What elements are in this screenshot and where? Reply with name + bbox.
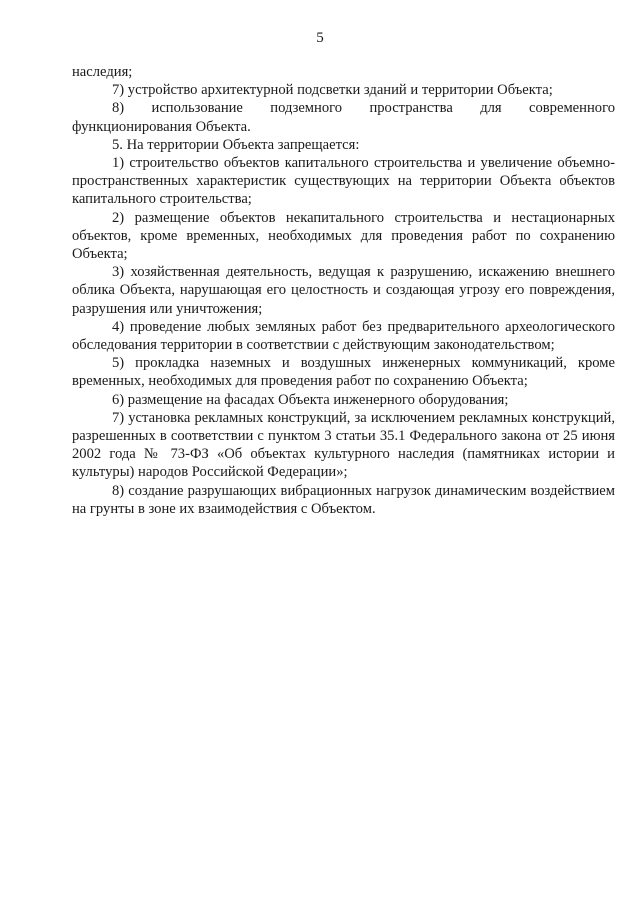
prohibition-item-1: 1) строительство объектов капитального строительства и увеличение объемно-пространственных характеристик существующих на территории Объекта объектов капитального строительства;: [72, 155, 615, 208]
paragraph-continuation: наследия;: [72, 64, 133, 80]
prohibition-item-7: 7) установка рекламных конструкций, за исключением рекламных конструкций, разрешенных в соответствии с пунктом 3 статьи 35.1 Федерального закона от 25 июня 2002 года № 73-ФЗ «Об объектах культурного наследия (памятниках истории и культуры) народов Российской Федерации»;: [72, 409, 615, 481]
prohibition-item-8: 8) создание разрушающих вибрационных нагрузок динамическим воздействием на грунты в зоне их взаимодействия с Объектом.: [72, 482, 615, 517]
prohibition-item-5: 5) прокладка наземных и воздушных инженерных коммуникаций, кроме временных, необходимых для проведения работ по сохранению Объекта;: [72, 355, 615, 390]
document-body: [72, 63, 615, 518]
prohibition-item-2: 2) размещение объектов некапитального строительства и нестационарных объектов, кроме временных, необходимых для проведения работ по сохранению Объекта;: [72, 209, 615, 263]
paragraph-item-7-lighting: 7) устройство архитектурной подсветки зданий и территории Объекта;: [112, 82, 553, 99]
prohibition-item-4: 4) проведение любых земляных работ без предварительного археологического обследования территории в соответствии с действующим законодательством;: [72, 318, 615, 354]
paragraph-item-8-underground: 8) использование подземного пространства для современного функционирования Объекта.: [72, 100, 615, 135]
page-number: 5: [316, 30, 324, 46]
prohibition-item-6: 6) размещение на фасадах Объекта инженерного оборудования;: [112, 391, 509, 408]
section-5-heading: 5. На территории Объекта запрещается:: [112, 136, 360, 153]
prohibition-item-3: 3) хозяйственная деятельность, ведущая к разрушению, искажению внешнего облика Объекта, нарушающая его целостность и создающая угрозу его повреждения, разрушения или уничтожения;: [72, 264, 615, 317]
